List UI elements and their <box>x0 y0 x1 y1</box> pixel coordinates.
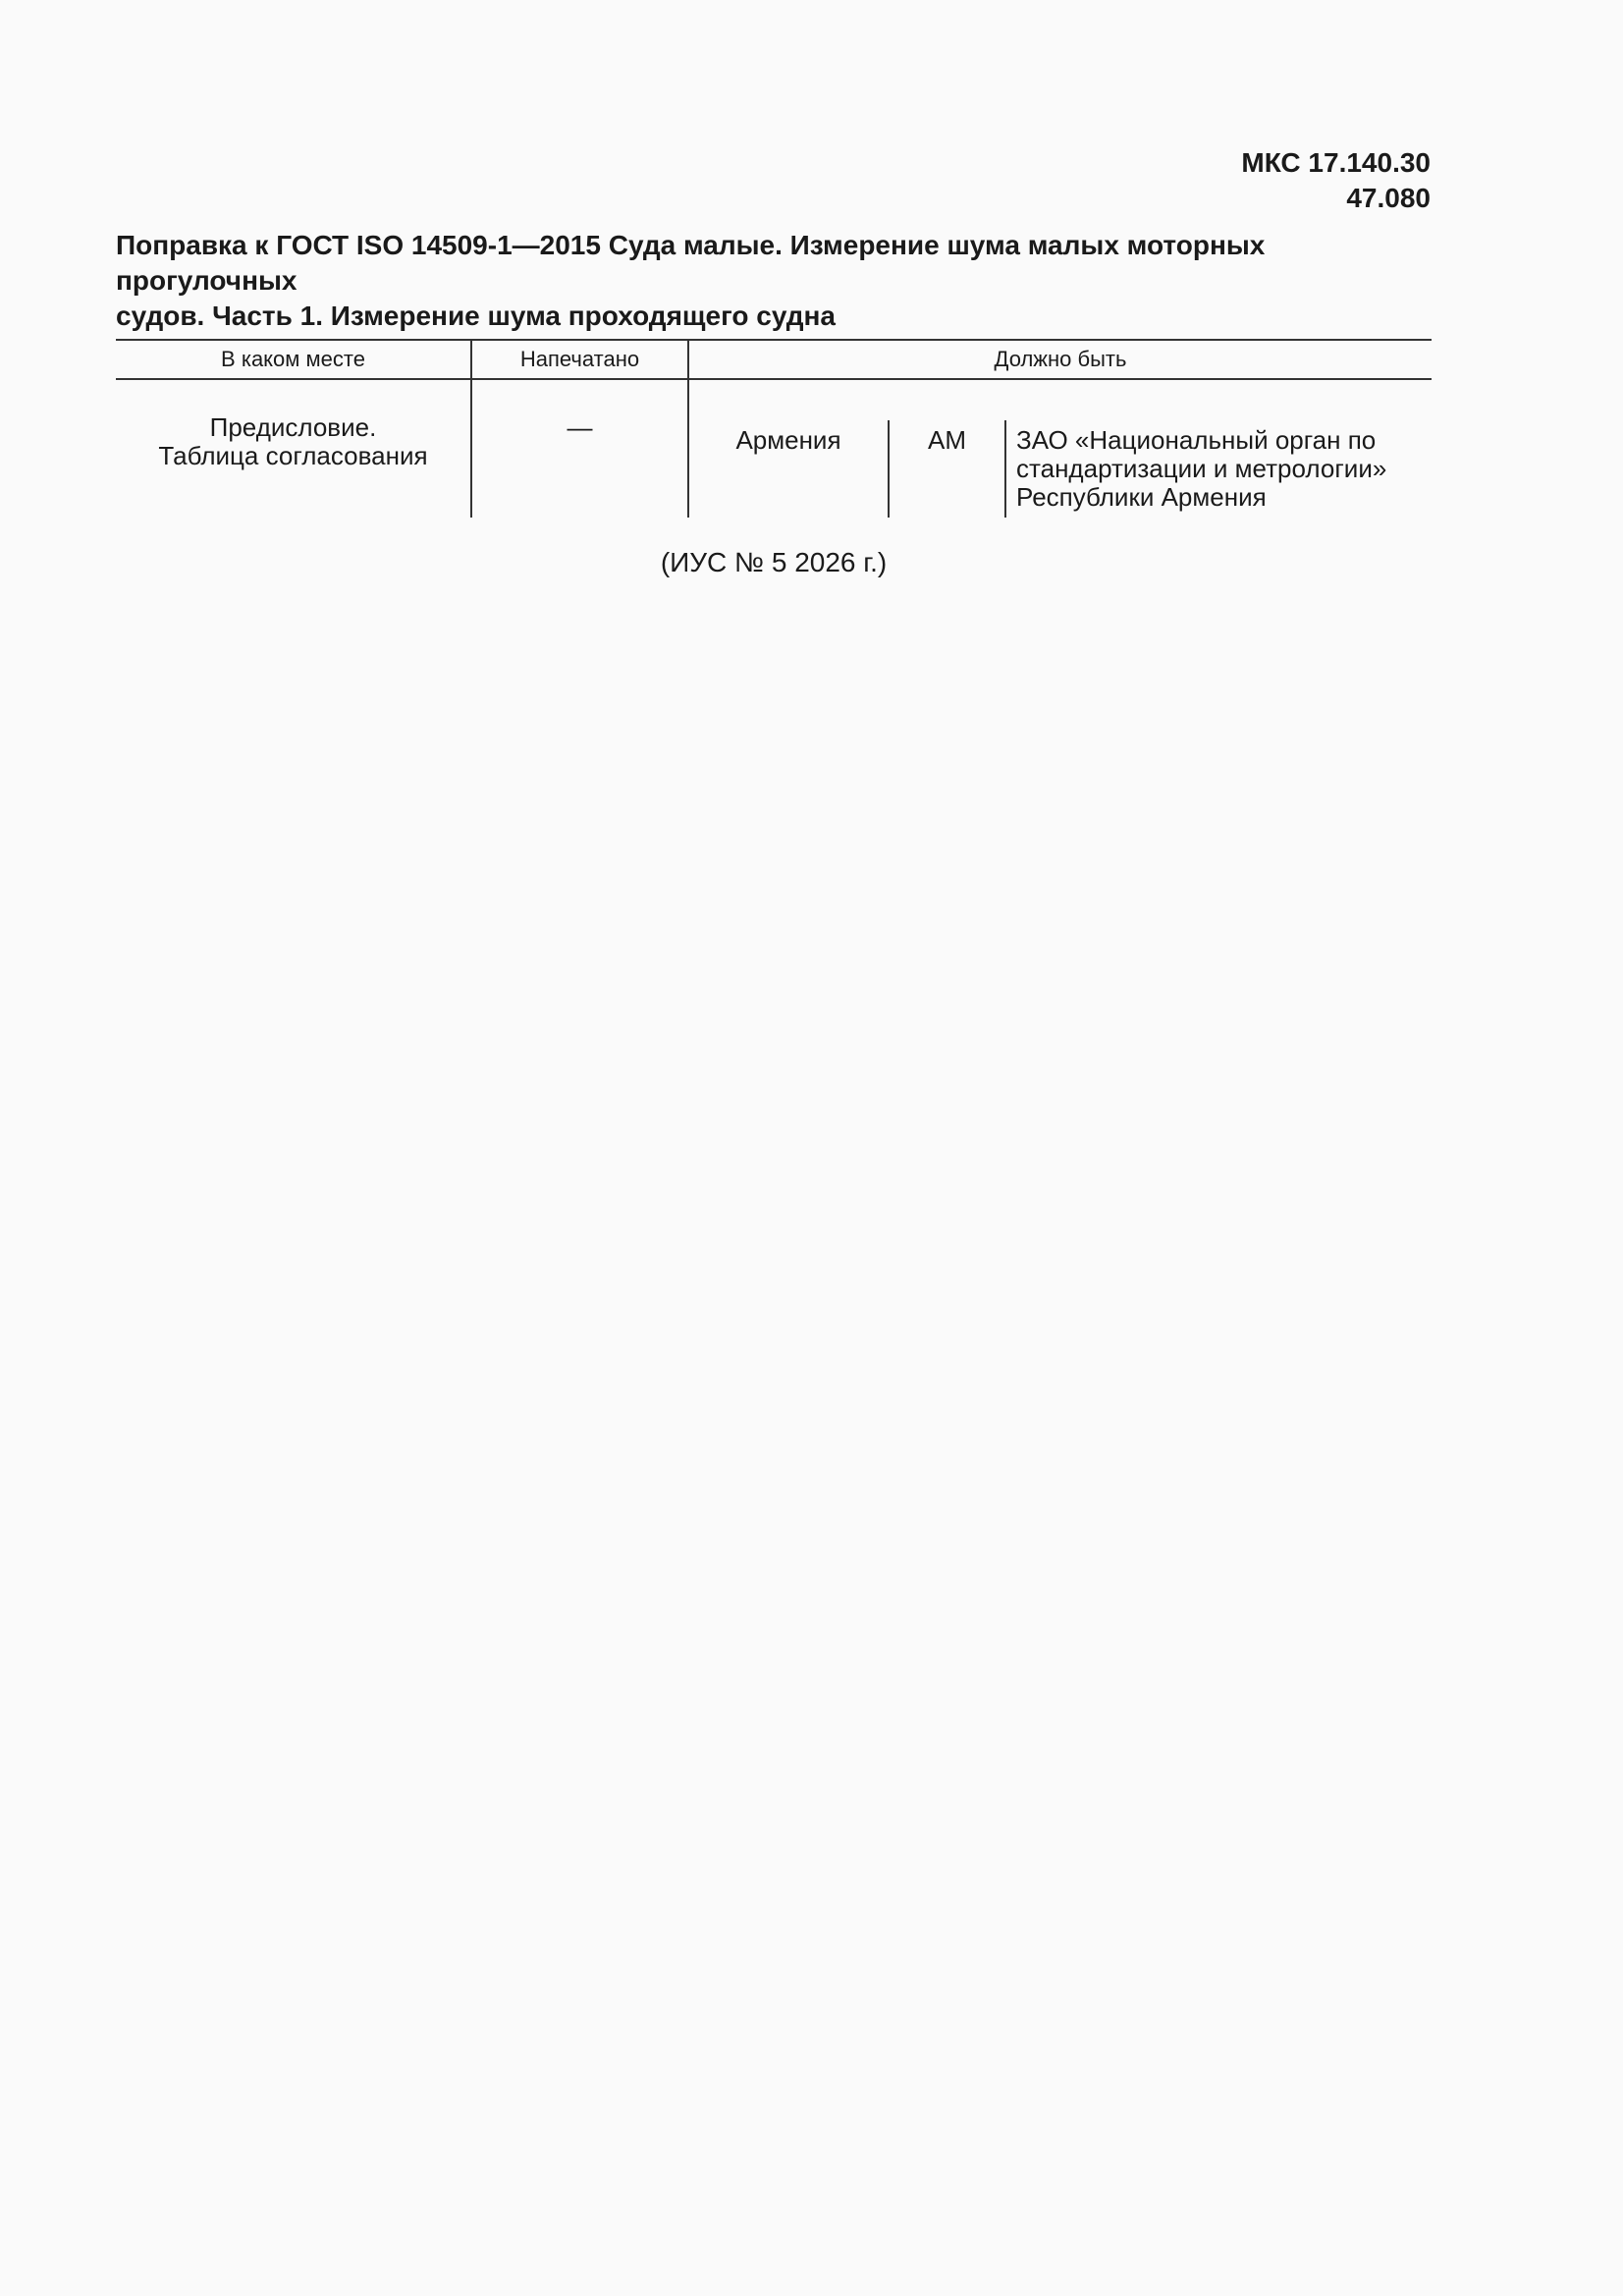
table-header-rule <box>116 378 1432 380</box>
document-title <box>116 228 1432 334</box>
cell-organization-line-2: стандартизации и метрологии» <box>1016 454 1387 483</box>
classification-codes <box>1241 145 1431 216</box>
cell-country: Армения <box>735 425 841 455</box>
document-title-line-2: судов. Часть 1. Измерение шума проходящего судна <box>116 301 836 331</box>
cell-where-line-2: Таблица согласования <box>158 441 428 470</box>
header-should-be: Должно быть <box>994 347 1127 371</box>
cell-where-line-1: Предисловие. <box>209 412 377 442</box>
document-title-line-1: Поправка к ГОСТ ISO 14509-1—2015 Суда малые. Измерение шума малых моторных прогулочных <box>116 230 1266 296</box>
ius-reference: (ИУС № 5 2026 г.) <box>660 547 888 577</box>
cell-country-code: AM <box>928 425 966 455</box>
cell-organization-line-1: ЗАО «Национальный орган по <box>1016 425 1377 455</box>
cell-organization-line-3: Республики Армения <box>1016 482 1267 512</box>
classification-code-2: 47.080 <box>1346 183 1431 213</box>
classification-code-1: МКС 17.140.30 <box>1241 147 1431 178</box>
cell-printed: — <box>567 412 593 442</box>
table-top-rule <box>116 339 1432 341</box>
header-printed: Напечатано <box>519 347 640 371</box>
cell-where <box>116 413 470 470</box>
cell-organization <box>1016 426 1429 512</box>
column-separator-1 <box>470 380 472 518</box>
subcolumn-separator-2 <box>1004 420 1006 518</box>
header-where: В каком месте <box>221 347 365 371</box>
